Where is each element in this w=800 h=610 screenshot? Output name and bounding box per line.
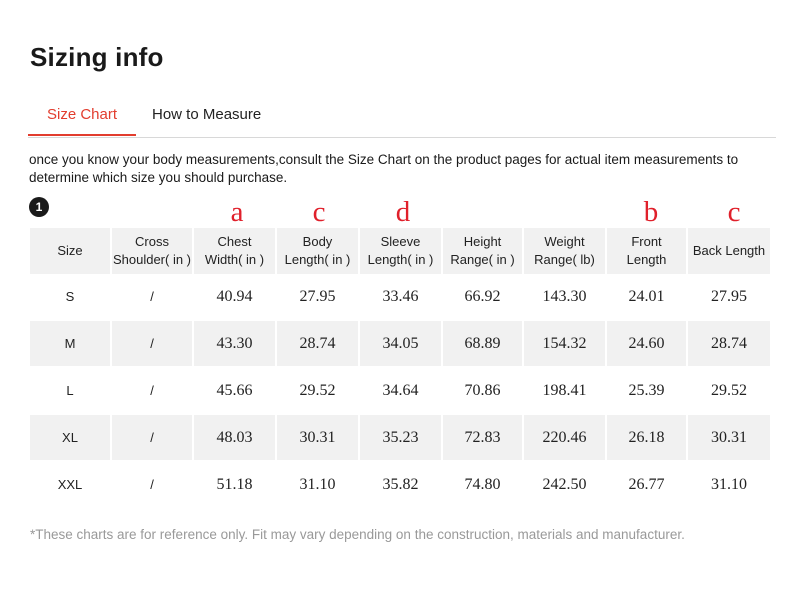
table-header-cell xyxy=(524,228,607,274)
header-line: Back Length xyxy=(692,243,766,258)
table-cell: / xyxy=(112,274,194,321)
page-title: Sizing info xyxy=(30,42,164,72)
header-line: Range( in ) xyxy=(450,252,515,267)
tab-bar xyxy=(28,100,776,138)
header-line: Height xyxy=(463,234,502,249)
table-cell: / xyxy=(112,321,194,368)
table-cell: 35.82 xyxy=(360,462,443,509)
table-cell: 45.66 xyxy=(194,368,277,415)
table-cell: 198.41 xyxy=(524,368,607,415)
header-line: Shoulder( in ) xyxy=(112,252,192,267)
step-number-badge: 1 xyxy=(29,197,49,217)
table-cell: 48.03 xyxy=(194,415,277,462)
table-header-cell xyxy=(194,228,277,274)
marker-body-length: c xyxy=(312,196,326,228)
table-cell: 70.86 xyxy=(443,368,524,415)
tab-how-to-measure[interactable]: How to Measure xyxy=(152,106,262,123)
size-label-cell: S xyxy=(30,274,112,321)
size-chart-table xyxy=(30,228,774,509)
table-header-cell xyxy=(277,228,360,274)
header-line: Front xyxy=(631,234,662,249)
table-cell: / xyxy=(112,462,194,509)
table-cell: 27.95 xyxy=(688,274,772,321)
header-line: Length xyxy=(626,252,667,267)
table-cell: 25.39 xyxy=(607,368,688,415)
marker-sleeve-length: d xyxy=(395,196,411,228)
table-cell: 28.74 xyxy=(688,321,772,368)
table-cell: 26.77 xyxy=(607,462,688,509)
marker-chest: a xyxy=(230,196,244,228)
size-label-cell: XL xyxy=(30,415,112,462)
tab-size-chart[interactable]: Size Chart xyxy=(28,106,136,136)
header-line: Width( in ) xyxy=(204,252,265,267)
table-cell: 33.46 xyxy=(360,274,443,321)
table-cell: 31.10 xyxy=(277,462,360,509)
header-line: Length( in ) xyxy=(284,252,351,267)
size-label-cell: XXL xyxy=(30,462,112,509)
table-header-cell xyxy=(30,228,112,274)
table-header-cell xyxy=(607,228,688,274)
table-cell: 34.05 xyxy=(360,321,443,368)
table-cell: 66.92 xyxy=(443,274,524,321)
table-cell: 51.18 xyxy=(194,462,277,509)
table-cell: 34.64 xyxy=(360,368,443,415)
header-line: Sleeve xyxy=(380,234,421,249)
table-header-cell xyxy=(360,228,443,274)
table-cell: 242.50 xyxy=(524,462,607,509)
header-line: Length( in ) xyxy=(367,252,434,267)
header-line: Cross xyxy=(135,234,169,249)
header-line: Body xyxy=(302,234,333,249)
intro-text: once you know your body measurements,consult the Size Chart on the product pages for actual item measurements to determine which size you should purchase. xyxy=(29,152,739,185)
table-cell: / xyxy=(112,415,194,462)
table-cell: 28.74 xyxy=(277,321,360,368)
table-cell: 220.46 xyxy=(524,415,607,462)
header-line: Weight xyxy=(544,234,585,249)
table-cell: 143.30 xyxy=(524,274,607,321)
table-cell: 35.23 xyxy=(360,415,443,462)
table-cell: 27.95 xyxy=(277,274,360,321)
header-line: Range( lb) xyxy=(534,252,595,267)
measurement-markers xyxy=(0,196,800,232)
table-cell: 31.10 xyxy=(688,462,772,509)
table-cell: 24.60 xyxy=(607,321,688,368)
table-cell: / xyxy=(112,368,194,415)
table-cell: 30.31 xyxy=(277,415,360,462)
table-cell: 40.94 xyxy=(194,274,277,321)
size-label-cell: M xyxy=(30,321,112,368)
footnote: *These charts are for reference only. Fit may vary depending on the construction, materials and manufacturer. xyxy=(30,527,685,542)
table-cell: 29.52 xyxy=(688,368,772,415)
header-line: Size xyxy=(57,243,83,258)
marker-back-length: c xyxy=(727,196,741,228)
table-cell: 26.18 xyxy=(607,415,688,462)
table-cell: 68.89 xyxy=(443,321,524,368)
marker-front-length: b xyxy=(643,196,659,228)
table-cell: 72.83 xyxy=(443,415,524,462)
table-cell: 74.80 xyxy=(443,462,524,509)
table-cell: 43.30 xyxy=(194,321,277,368)
table-cell: 24.01 xyxy=(607,274,688,321)
size-label-cell: L xyxy=(30,368,112,415)
table-header-cell xyxy=(688,228,772,274)
header-line: Chest xyxy=(217,234,252,249)
table-cell: 29.52 xyxy=(277,368,360,415)
table-header-cell xyxy=(443,228,524,274)
table-cell: 154.32 xyxy=(524,321,607,368)
table-cell: 30.31 xyxy=(688,415,772,462)
table-header-cell xyxy=(112,228,194,274)
